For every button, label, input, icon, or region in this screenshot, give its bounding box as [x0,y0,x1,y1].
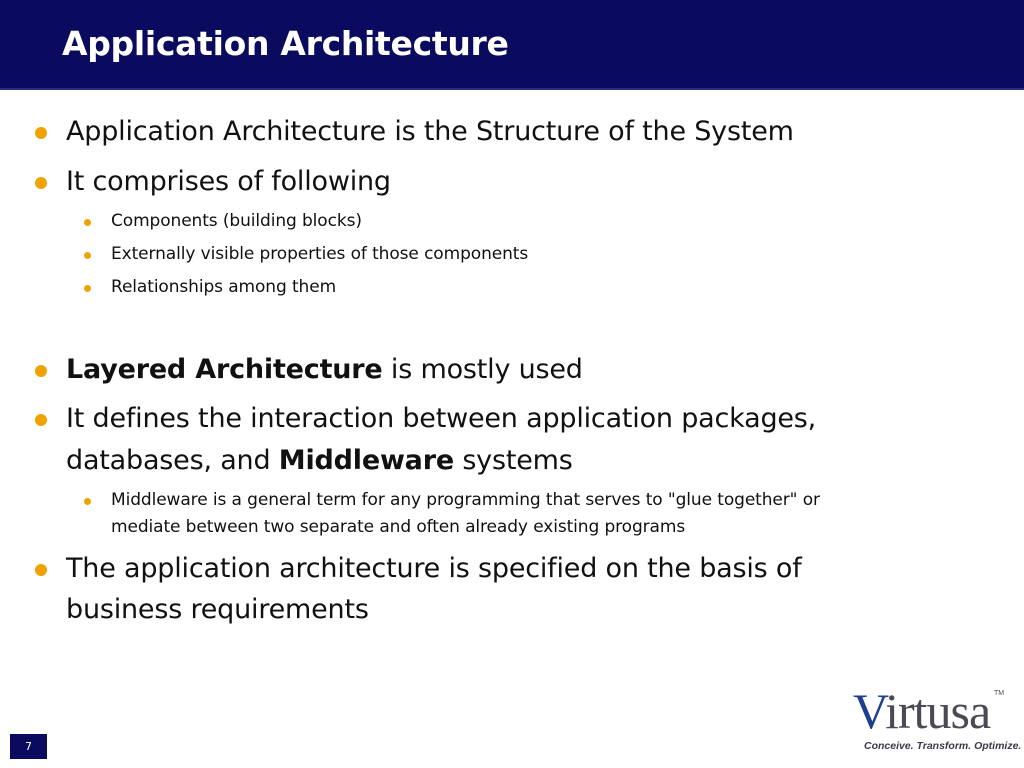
sub-bullet-dot [84,252,91,259]
sub-bullet-text-continued: mediate between two separate and often already existing programs [111,517,686,537]
bullet-dot [35,414,47,426]
logo-tagline: Conceive. Transform. Optimize. [864,740,1022,752]
bullet-dot [35,564,47,576]
bullet-text: Application Architecture is the Structure of the System [66,116,794,147]
bold-term: Middleware [278,445,454,476]
bold-term: Layered Architecture [66,354,383,385]
bullet-text-continued: business requirements [66,594,369,625]
bullet-text: The application architecture is specified on the basis of [66,553,802,584]
bullet-text-part: databases, and [66,445,279,476]
title-bar [0,0,1024,90]
bullet-text: It comprises of following [66,166,391,197]
logo-rest: irtusa [885,683,991,739]
sub-bullet-text: Relationships among them [111,277,337,297]
virtusa-logo [853,683,991,739]
sub-bullet-text: Components (building blocks) [111,211,362,231]
bullet-dot [35,365,47,377]
sub-bullet-dot [84,285,91,292]
sub-bullet-text: Middleware is a general term for any programming that serves to "glue together" or [111,490,820,510]
sub-bullet-text: Externally visible properties of those components [111,244,529,264]
bullet-text-continued [66,445,573,476]
bullet-text-rest: is mostly used [382,354,583,385]
bullet-text [66,354,583,385]
bullet-text-part: systems [453,445,573,476]
bullet-dot [35,177,47,189]
page-number: 7 [10,734,47,759]
logo-trademark: TM [994,690,1005,697]
sub-bullet-dot [84,498,91,505]
slide-title: Application Architecture [62,24,509,63]
sub-bullet-dot [84,219,91,226]
bullet-dot [35,127,47,139]
logo-initial: V [853,683,886,739]
bullet-text: It defines the interaction between application packages, [66,403,817,434]
